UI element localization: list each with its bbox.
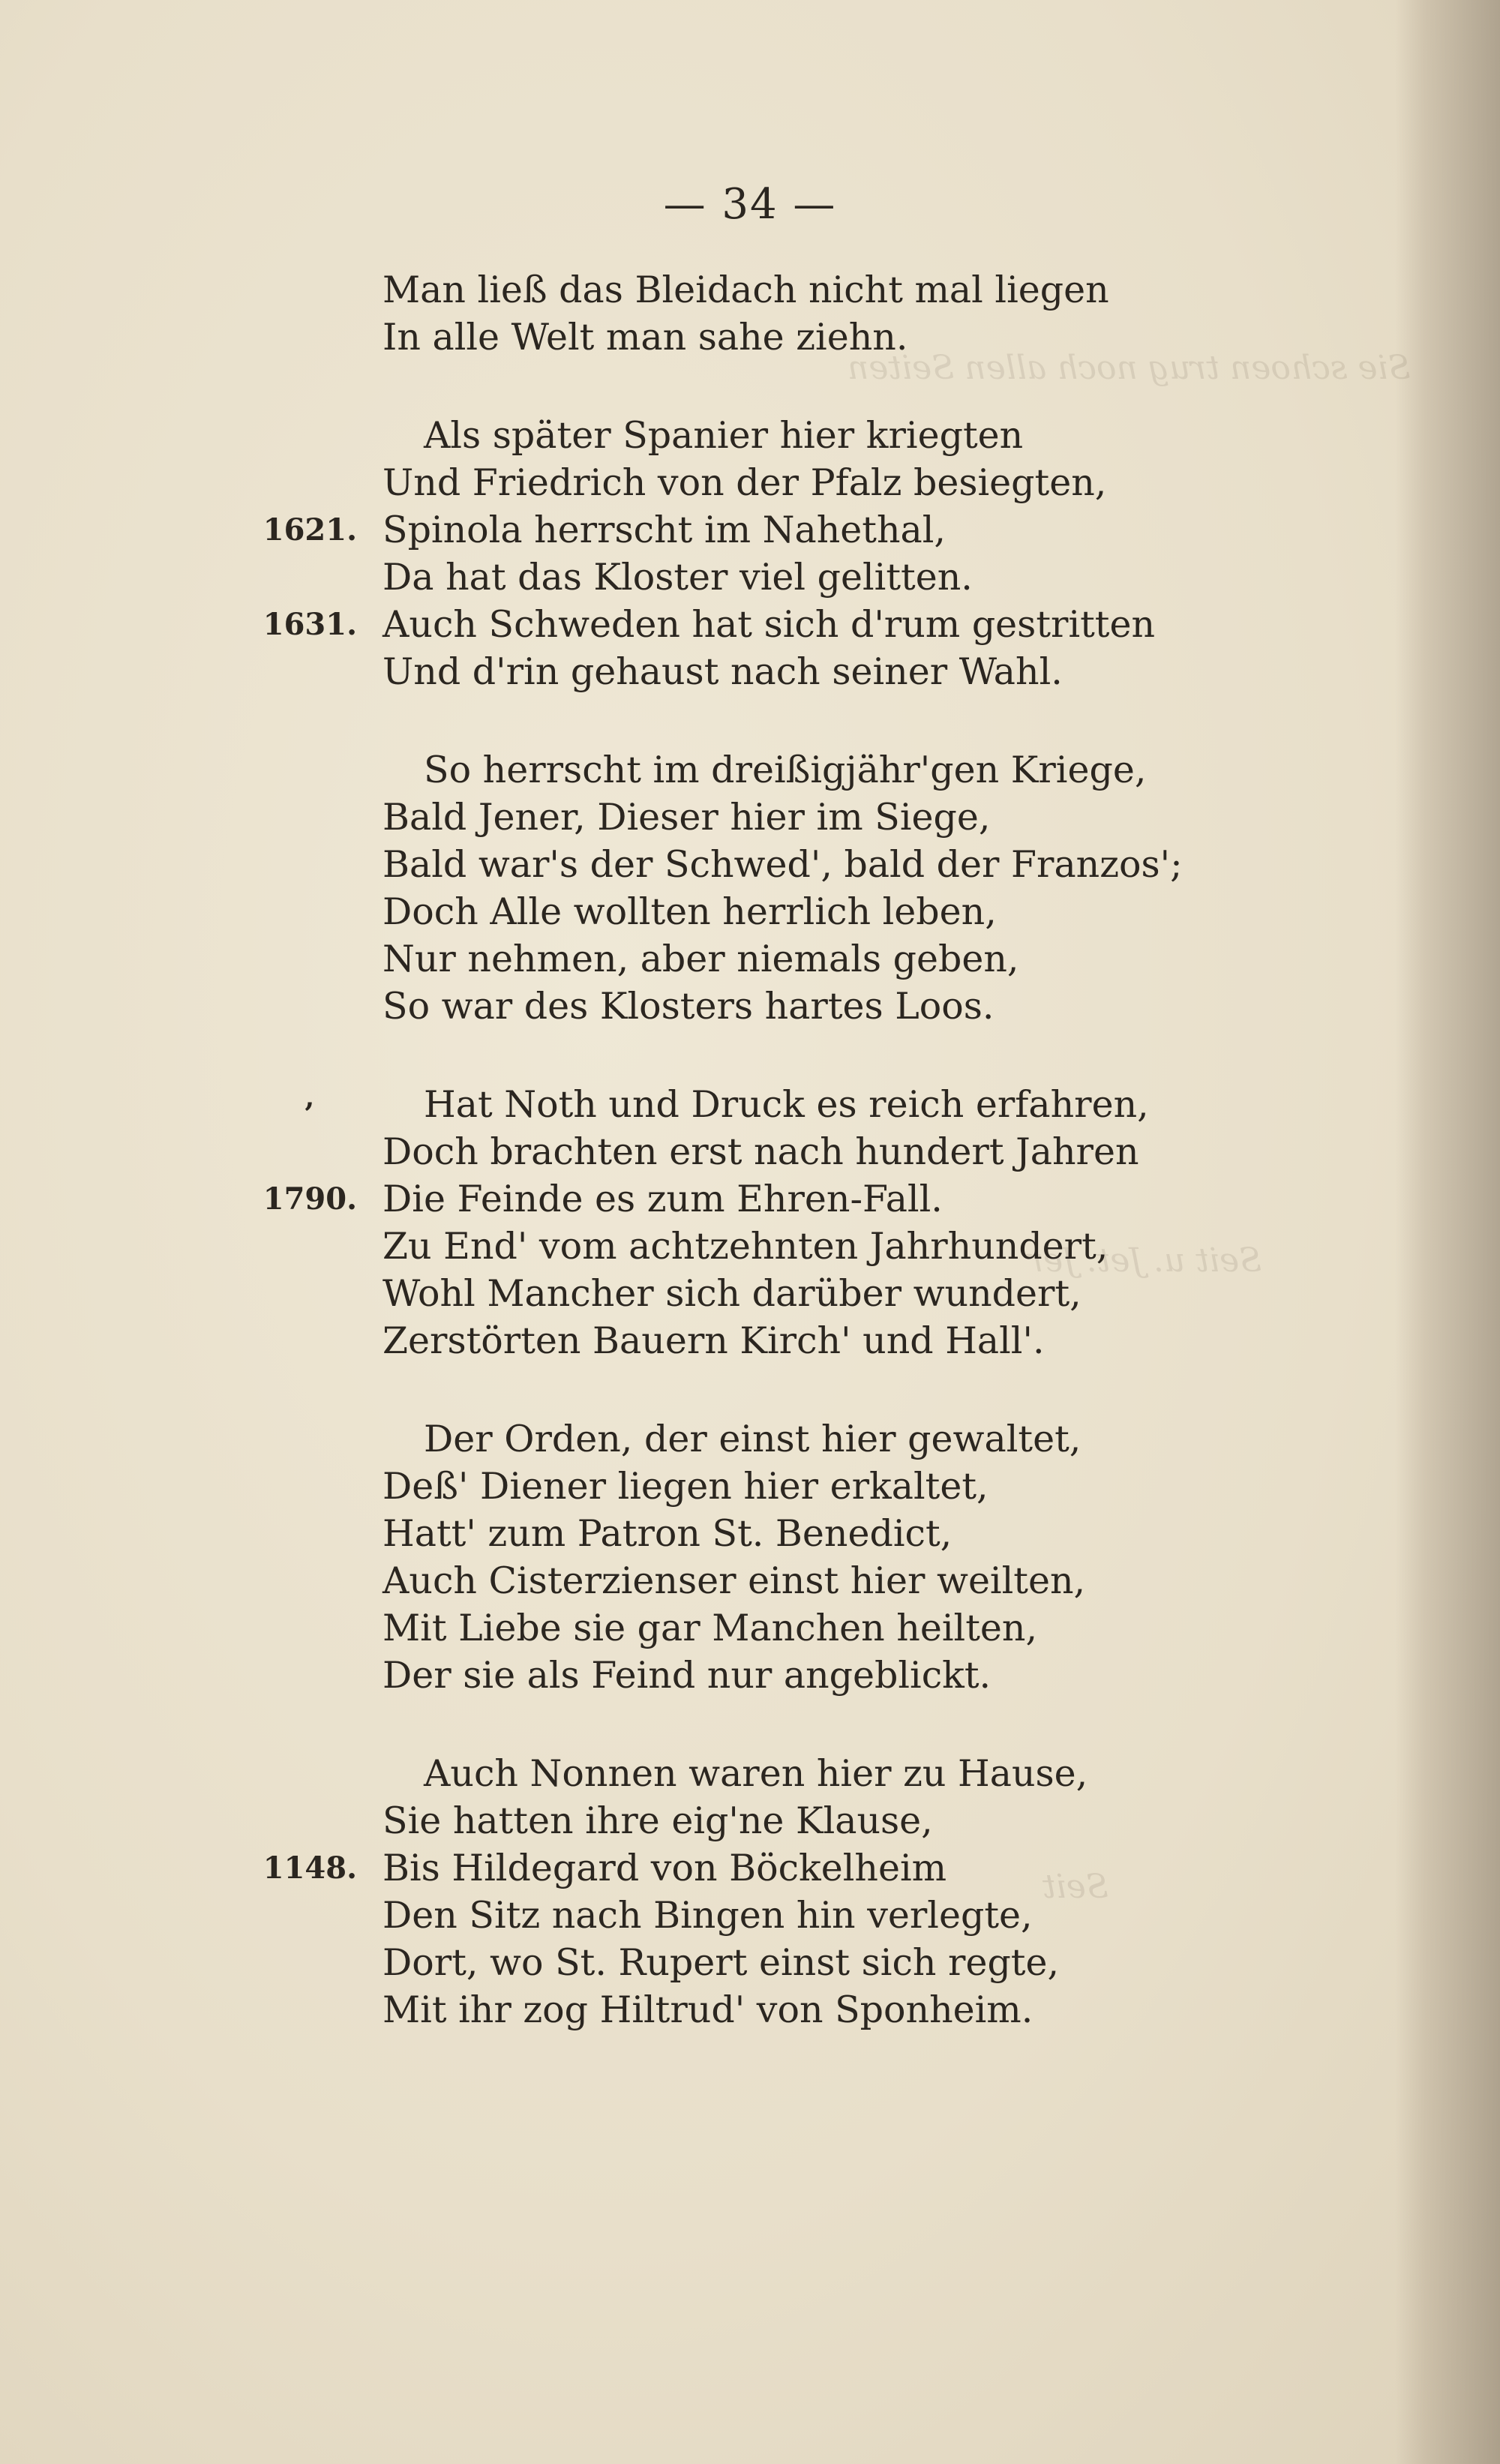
verse-line (382, 412, 1358, 459)
verse-line (382, 1270, 1358, 1317)
stanza (262, 1081, 1358, 1364)
verse-text: Der Orden, der einst hier gewaltet, (424, 1418, 1082, 1460)
verse-line (382, 266, 1358, 314)
margin-year: 1790. (262, 1181, 357, 1217)
poem-body (262, 266, 1358, 2084)
verse-line (382, 1128, 1358, 1175)
verse-line (382, 841, 1358, 888)
verse-text: Auch Schweden hat sich d'rum gestritten (382, 603, 1156, 646)
verse-line (262, 1175, 1358, 1223)
verse-text: Wohl Mancher sich darüber wundert, (382, 1272, 1082, 1315)
verse-line (382, 746, 1358, 794)
verse-text: Bald Jener, Dieser hier im Siege, (382, 796, 991, 839)
margin-year: 1621. (262, 512, 357, 548)
verse-text: Und Friedrich von der Pfalz besiegten, (382, 461, 1107, 504)
verse-text: Und d'rin gehaust nach seiner Wahl. (382, 650, 1063, 693)
verse-text: So herrscht im dreißigjähr'gen Kriege, (424, 749, 1147, 791)
bleedthrough-text: Seit u. Jet. Jer (1028, 1241, 1262, 1280)
verse-line (382, 1604, 1358, 1652)
verse-text: Doch Alle wollten herrlich leben, (382, 890, 997, 933)
verse-line (382, 888, 1358, 935)
verse-text: Als später Spanier hier kriegten (424, 414, 1024, 457)
verse-text: Bald war's der Schwed', bald der Franzos'; (382, 843, 1183, 886)
verse-text: Mit Liebe sie gar Manchen heilten, (382, 1607, 1038, 1649)
verse-text: Dort, wo St. Rupert einst sich regte, (382, 1941, 1060, 1984)
verse-text: Zu End' vom achtzehnten Jahrhundert, (382, 1225, 1108, 1268)
page-number: — 34 — (663, 180, 837, 229)
verse-line (382, 314, 1358, 361)
verse-text: Auch Cisterzienser einst hier weilten, (382, 1559, 1086, 1602)
verse-line (382, 794, 1358, 841)
verse-line (382, 1939, 1358, 1986)
verse-line (382, 648, 1358, 695)
verse-text: Auch Nonnen waren hier zu Hause, (424, 1752, 1088, 1795)
verse-line (382, 935, 1358, 983)
verse-line (382, 1892, 1358, 1939)
verse-line (382, 1557, 1358, 1604)
verse-text: Sie hatten ihre eig'ne Klause, (382, 1799, 933, 1842)
verse-text: Deß' Diener liegen hier erkaltet, (382, 1465, 988, 1508)
stanza (382, 266, 1358, 361)
verse-line (382, 1510, 1358, 1557)
verse-line (382, 1081, 1358, 1128)
verse-text: Nur nehmen, aber niemals geben, (382, 938, 1019, 980)
margin-year: 1148. (262, 1850, 357, 1886)
verse-line (382, 554, 1358, 601)
verse-text: Die Feinde es zum Ehren-Fall. (382, 1178, 943, 1220)
verse-text: Spinola herrscht im Nahethal, (382, 509, 946, 551)
stanza (382, 746, 1358, 1030)
stanza (262, 412, 1358, 695)
stanza (262, 1750, 1358, 2033)
verse-line (382, 459, 1358, 506)
verse-line (382, 1317, 1358, 1364)
verse-text: Der sie als Feind nur angeblickt. (382, 1654, 992, 1697)
verse-line (382, 1463, 1358, 1510)
verse-line (382, 1223, 1358, 1270)
verse-text: Man ließ das Bleidach nicht mal liegen (382, 269, 1109, 311)
bleedthrough-text: Sie schoen trug noch allen Seiten (848, 349, 1411, 387)
verse-line (262, 1844, 1358, 1892)
verse-text: Doch brachten erst nach hundert Jahren (382, 1130, 1139, 1173)
verse-text: Da hat das Kloster viel gelitten. (382, 556, 973, 599)
margin-mark: ’ (304, 1097, 314, 1132)
stanza (382, 1415, 1358, 1699)
verse-text: Bis Hildegard von Böckelheim (382, 1847, 947, 1889)
verse-text: Hat Noth und Druck es reich erfahren, (424, 1083, 1149, 1126)
verse-text: Hatt' zum Patron St. Benedict, (382, 1512, 952, 1555)
verse-line (382, 1415, 1358, 1463)
verse-line (382, 1797, 1358, 1844)
margin-year: 1631. (262, 607, 357, 642)
verse-line (262, 506, 1358, 554)
verse-text: Zerstörten Bauern Kirch' und Hall'. (382, 1319, 1045, 1362)
verse-line (382, 1652, 1358, 1699)
verse-text: Mit ihr zog Hiltrud' von Sponheim. (382, 1988, 1034, 2031)
verse-line (382, 983, 1358, 1030)
verse-line (262, 601, 1358, 648)
verse-text: So war des Klosters hartes Loos. (382, 985, 994, 1028)
bleedthrough-text: Seit (1042, 1868, 1108, 1906)
verse-line (382, 1750, 1358, 1797)
verse-text: Den Sitz nach Bingen hin verlegte, (382, 1894, 1033, 1937)
verse-line (382, 1986, 1358, 2033)
verse-text: In alle Welt man sahe ziehn. (382, 316, 908, 359)
